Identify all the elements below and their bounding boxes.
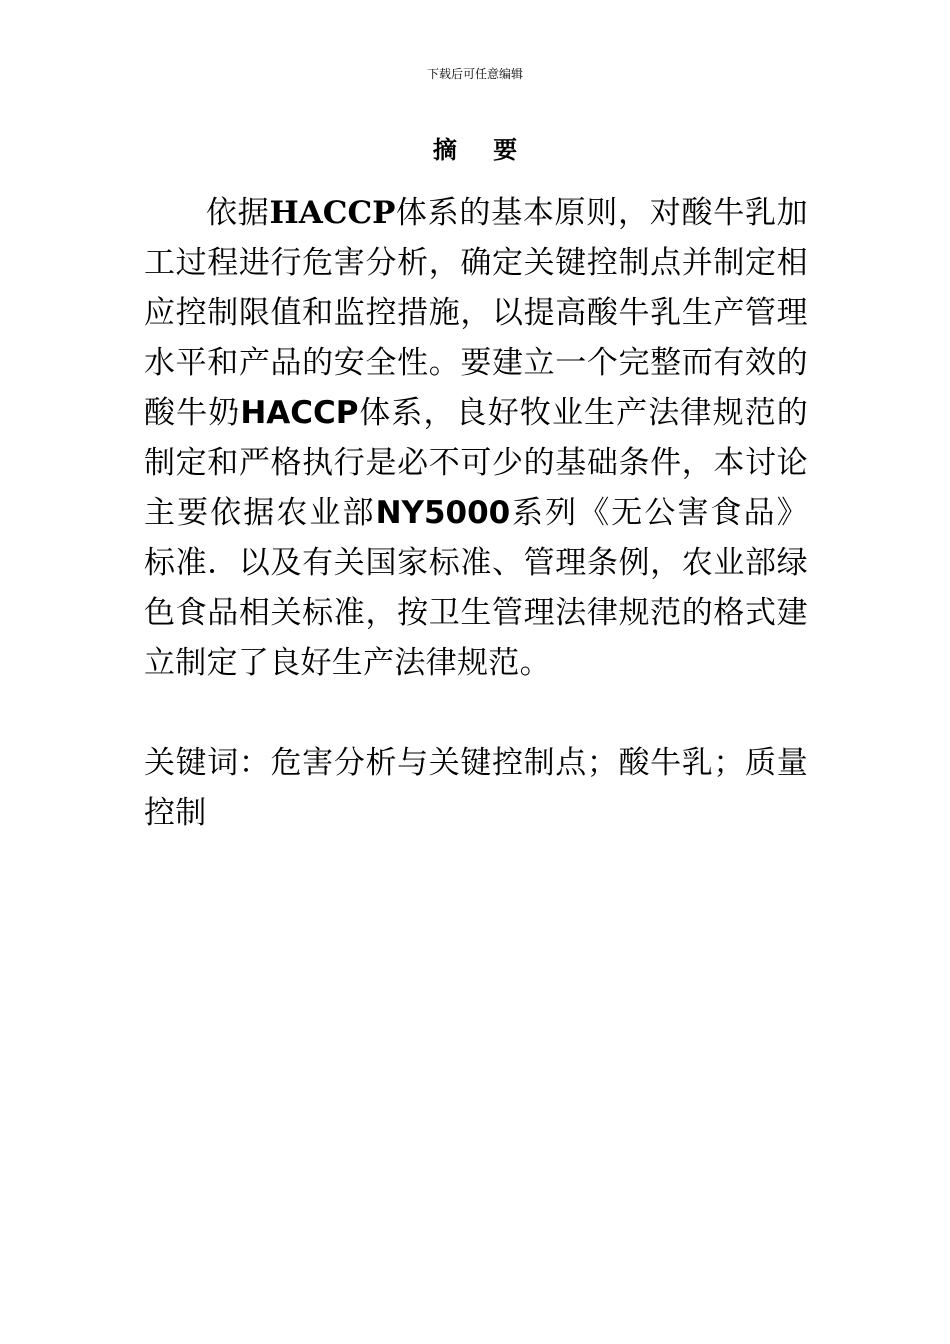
abstract-term-haccp: HACCP: [269, 195, 396, 231]
keywords-paragraph: [144, 738, 808, 838]
abstract-term-haccp-2: HACCP: [240, 395, 359, 431]
abstract-text-1: 依据: [206, 195, 270, 231]
abstract-text-3: 体系，良好牧业生产法律规范的制定和严格执行是必不可少的基础条件，本讨论主要依据农业部: [144, 395, 808, 531]
abstract-term-ny5000: NY5000: [375, 495, 511, 531]
abstract-paragraph: [144, 188, 808, 688]
abstract-text-2: 体系的基本原则，对酸牛乳加工过程进行危害分析，确定关键控制点并制定相应控制限值和监控措施，以提高酸牛乳生产管理水平和产品的安全性。要建立一个完整而有效的酸牛奶: [144, 195, 808, 431]
header-note: 下载后可任意编辑: [426, 67, 523, 81]
abstract-text-4: 系列《无公害食品》标准．以及有关国家标准、管理条例，农业部绿色食品相关标准，按卫生管理法律规范的格式建立制定了良好生产法律规范。: [144, 495, 808, 681]
page-title: 摘 要: [432, 136, 532, 164]
keywords-text: 危害分析与关键控制点；酸牛乳；质量控制: [144, 745, 808, 831]
keywords-label: 关键词：: [144, 745, 271, 781]
